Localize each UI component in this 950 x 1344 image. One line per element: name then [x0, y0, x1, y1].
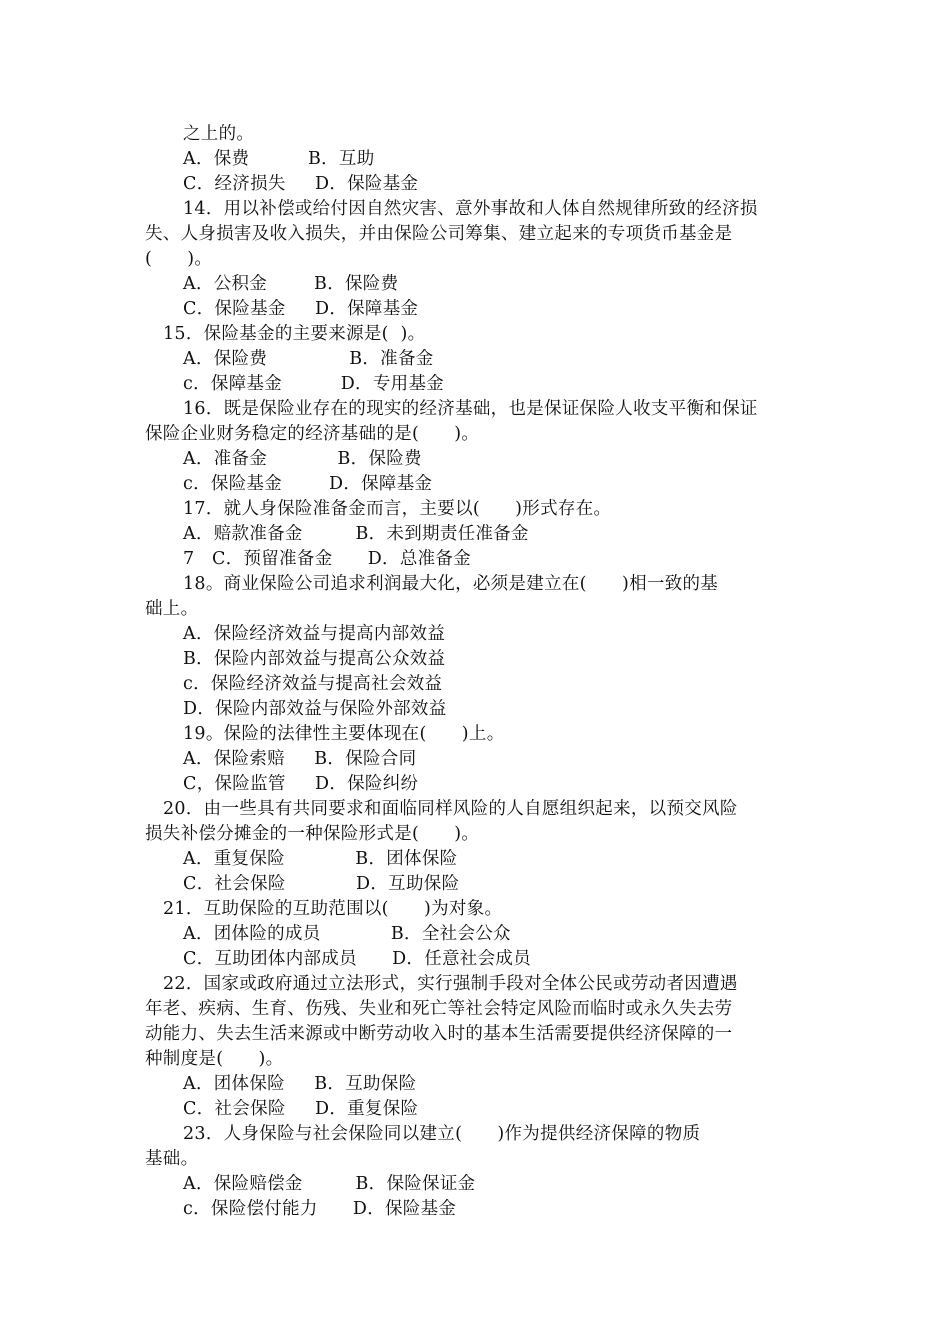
text-line: 22．国家或政府通过立法形式，实行强制手段对全体公民或劳动者因遭遇 — [163, 974, 738, 994]
text-line: B．保险内部效益与提高公众效益 — [183, 649, 446, 669]
text-line: ( )。 — [145, 249, 213, 269]
text-line: c．保险偿付能力 D．保险基金 — [183, 1199, 457, 1219]
text-line: C．互助团体内部成员 D．任意社会成员 — [183, 949, 531, 969]
text-line: C．社会保险 D．重复保险 — [183, 1099, 419, 1119]
text-line: A．保险赔偿金 B．保险保证金 — [183, 1174, 476, 1194]
text-line: 损失补偿分摊金的一种保险形式是( )。 — [145, 824, 480, 844]
text-line: 19。保险的法律性主要体现在( )上。 — [183, 724, 505, 744]
text-line: 17．就人身保险准备金而言，主要以( )形式存在。 — [183, 499, 612, 519]
text-line: C．保险基金 D．保障基金 — [183, 299, 419, 319]
text-line: A．重复保险 B．团体保险 — [183, 849, 458, 869]
text-line: c．保险经济效益与提高社会效益 — [183, 674, 443, 694]
text-line: 7 C．预留准备金 D．总准备金 — [183, 549, 472, 569]
text-line: 保险企业财务稳定的经济基础的是( )。 — [145, 424, 480, 444]
text-line: c．保障基金 D．专用基金 — [183, 374, 445, 394]
text-line: A．保险经济效益与提高内部效益 — [183, 624, 446, 644]
text-line: 年老、疾病、生育、伤残、失业和死亡等社会特定风险而临时或永久失去劳 — [145, 999, 733, 1019]
text-line: 础上。 — [145, 599, 199, 619]
text-line: 种制度是( )。 — [145, 1049, 284, 1069]
text-line: A．保费 B．互助 — [183, 149, 375, 169]
text-line: A．公积金 B．保险费 — [183, 274, 399, 294]
text-line: A．准备金 B．保险费 — [183, 449, 422, 469]
text-line: 14．用以补偿或给付因自然灾害、意外事故和人体自然规律所致的经济损 — [183, 199, 758, 219]
text-line: A．赔款准备金 B．未到期责任准备金 — [183, 524, 529, 544]
text-line: 之上的。 — [183, 124, 255, 144]
text-line: 18。商业保险公司追求利润最大化，必须是建立在( )相一致的基 — [183, 574, 719, 594]
text-line: C，保险监管 D．保险纠纷 — [183, 774, 419, 794]
text-line: 20．由一些具有共同要求和面临同样风险的人自愿组织起来，以预交风险 — [163, 799, 738, 819]
text-line: 失、人身损害及收入损失，并由保险公司筹集、建立起来的专项货币基金是 — [145, 224, 733, 244]
text-line: D．保险内部效益与保险外部效益 — [183, 699, 447, 719]
text-line: C．经济损失 D．保险基金 — [183, 174, 419, 194]
text-line: 动能力、失去生活来源或中断劳动收入时的基本生活需要提供经济保障的一 — [145, 1024, 733, 1044]
text-line: c．保险基金 D．保障基金 — [183, 474, 433, 494]
text-line: A．团体保险 B．互助保险 — [183, 1074, 417, 1094]
text-line: A．团体险的成员 B．全社会公众 — [183, 924, 511, 944]
text-line: C．社会保险 D．互助保险 — [183, 874, 460, 894]
text-line: 23．人身保险与社会保险同以建立( )作为提供经济保障的物质 — [183, 1124, 701, 1144]
text-line: 基础。 — [145, 1149, 199, 1169]
text-line: 16．既是保险业存在的现实的经济基础，也是保证保险人收支平衡和保证 — [183, 399, 758, 419]
text-line: 15．保险基金的主要来源是( )。 — [163, 324, 426, 344]
text-line: A．保险费 B．准备金 — [183, 349, 434, 369]
text-line: 21．互助保险的互助范围以( )为对象。 — [163, 899, 503, 919]
text-line: A．保险索赔 B．保险合同 — [183, 749, 417, 769]
